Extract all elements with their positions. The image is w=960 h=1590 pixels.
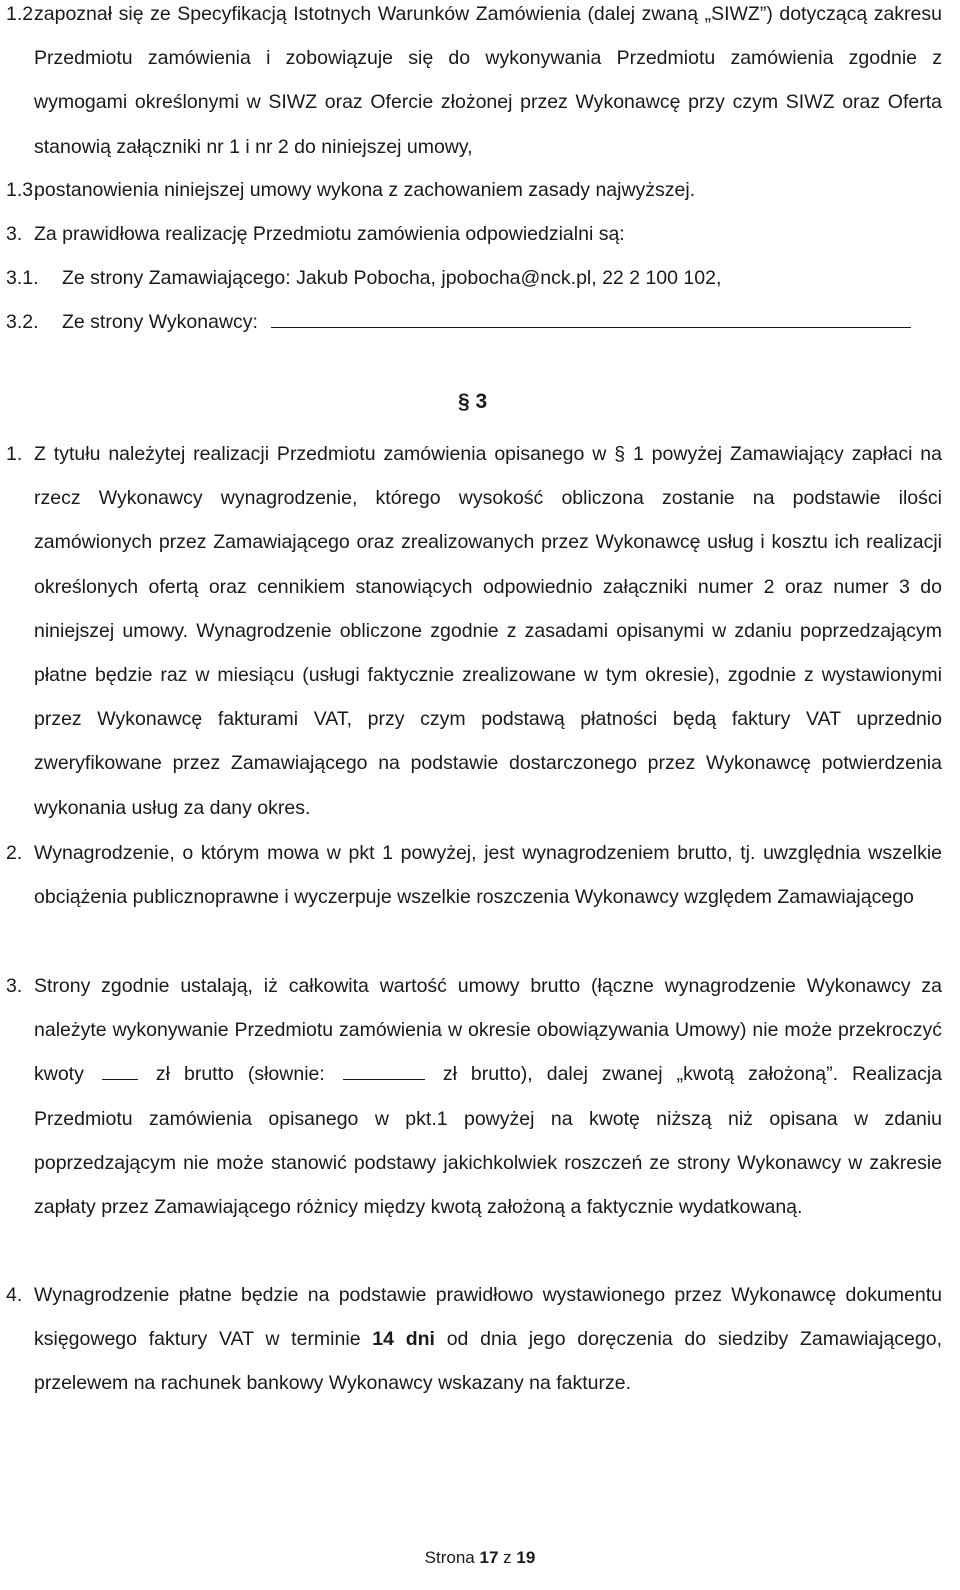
- paragraph-text-b: od dnia jego doręczenia do siedziby Zamawiającego, przelewem na rachunek bankowy Wykonawcy wskazany na fakturze.: [34, 1328, 943, 1395]
- item-text: zapoznał się ze Specyfikacją Istotnych Warunków Zamówienia (dalej zwaną „SIWZ”) dotyczącą zakresu Przedmiotu zamówienia i zobowiązuje się do wykonywania Przedmiotu zamówienia zgodnie z wymogami określonymi w SIWZ oraz Ofercie złożonej przez Wykonawcę przy czym SIWZ oraz Oferta stanowią załączniki nr 1 i nr 2 do niniejszej umowy,: [34, 3, 942, 158]
- amount-words-fill-line: [343, 1078, 425, 1080]
- paragraph-4: [0, 1273, 960, 1406]
- section-heading: § 3: [458, 390, 488, 413]
- paragraph-text-a: Strony zgodnie ustalają, iż całkowita wartość umowy brutto (łączne wynagrodzenie Wykonawcy za należyte wykonywanie Przedmiotu zamówienia w okresie obowiązywania Umowy) nie może przekroczyć kwoty: [34, 975, 942, 1086]
- current-page: 17: [479, 1548, 499, 1567]
- page-footer: [0, 1548, 960, 1568]
- paragraph-text-a: Wynagrodzenie płatne będzie na podstawie prawidłowo wystawionego przez Wykonawcę dokumentu księgowego faktury VAT w terminie: [34, 1284, 942, 1351]
- item-number: 1.2.: [6, 3, 39, 25]
- list-item-1-2: [0, 0, 960, 169]
- paragraph-text-c: zł brutto), dalej zwanej „kwotą założoną”. Realizacja Przedmiotu zamówienia opisanego w pkt.1 powyżej na kwotę niższą niż opisana w zdaniu poprzedzającym nie może stanowić podstawy jakichkolwiek roszczeń ze strony Wykonawcy w zakresie zapłaty przez Zamawiającego różnicy między kwotą założoną a faktycznie wydatkowaną.: [34, 1063, 943, 1219]
- item-number: 3.: [6, 975, 23, 997]
- item-number: 3.2.: [6, 311, 39, 333]
- item-number: 3.1.: [6, 267, 39, 289]
- amount-fill-line: [102, 1078, 138, 1080]
- payment-term: 14 dni: [372, 1328, 435, 1351]
- item-number: 2.: [6, 842, 23, 864]
- item-text: Ze strony Wykonawcy:: [62, 311, 258, 333]
- item-number: 3.: [6, 223, 23, 245]
- item-number: 4.: [6, 1284, 23, 1306]
- list-item-3-2: [0, 300, 960, 344]
- item-text: postanowienia niniejszej umowy wykona z zachowaniem zasady najwyższej.: [34, 179, 696, 201]
- list-item-3-1: [0, 256, 960, 300]
- footer-prefix: Strona: [424, 1548, 475, 1567]
- paragraph-3: [0, 964, 960, 1229]
- paragraph-2: [0, 831, 960, 919]
- fill-in-line: [271, 326, 911, 328]
- paragraph-text-b: zł brutto (słownie:: [155, 1063, 325, 1086]
- item-text: Za prawidłowa realizację Przedmiotu zamówienia odpowiedzialni są:: [34, 223, 625, 245]
- paragraph-text: Z tytułu należytej realizacji Przedmiotu zamówienia opisanego w § 1 powyżej Zamawiający zapłaci na rzecz Wykonawcy wynagrodzenie, którego wysokość obliczona zostanie na podstawie ilości zamówionych przez Zamawiającego oraz zrealizowanych przez Wykonawcę usług i kosztu ich realizacji określonych ofertą oraz cennikiem stanowiących odpowiednio załączniki numer 2 oraz numer 3 do niniejszej umowy. Wynagrodzenie obliczone zgodnie z zasadami opisanymi w zdaniu poprzedzającym płatne będzie raz w miesiącu (usługi faktycznie zrealizowane w tym okresie), zgodnie z wystawionymi przez Wykonawcę fakturami VAT, przy czym podstawą płatności będą faktury VAT uprzednio zweryfikowane przez Zamawiającego na podstawie dostarczonego przez Wykonawcę potwierdzenia wykonania usług za dany okres.: [34, 443, 942, 819]
- item-text: Ze strony Zamawiającego: Jakub Pobocha, jpobocha@nck.pl, 22 2 100 102,: [62, 267, 722, 289]
- list-item-3: [0, 212, 960, 256]
- item-number: 1.3.: [6, 179, 39, 201]
- total-pages: 19: [516, 1548, 536, 1567]
- item-number: 1.: [6, 443, 23, 465]
- paragraph-1: [0, 432, 960, 830]
- footer-sep: z: [503, 1548, 512, 1567]
- paragraph-text: Wynagrodzenie, o którym mowa w pkt 1 powyżej, jest wynagrodzeniem brutto, tj. uwzględnia wszelkie obciążenia publicznoprawne i wyczerpuje wszelkie roszczenia Wykonawcy względem Zamawiającego: [34, 842, 942, 909]
- list-item-1-3: [0, 168, 960, 212]
